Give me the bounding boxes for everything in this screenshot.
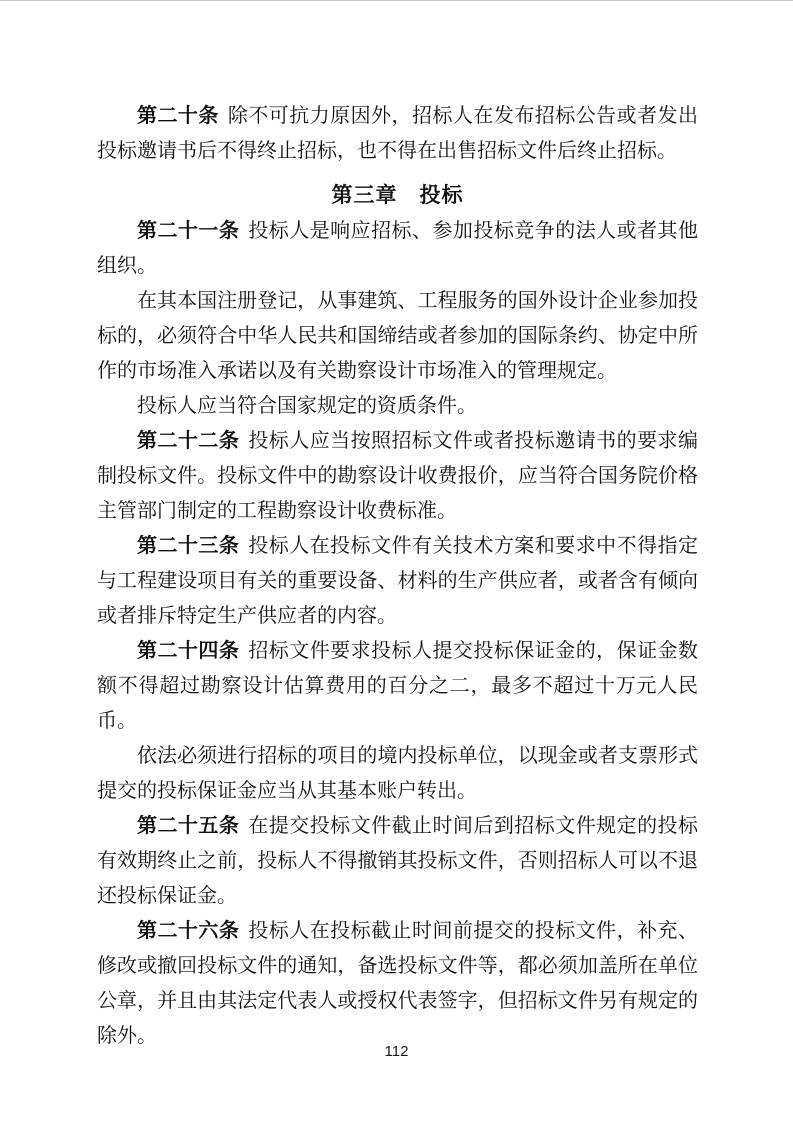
scan-edge-artifact [0, 0, 793, 1]
article-26-text: 投标人在投标截止时间前提交的投标文件，补充、修改或撤回投标文件的通知，备选投标文件等，都必须加盖所在单位公章，并且由其法定代表人或授权代表签字，但招标文件另有规定的除外。 [97, 920, 699, 1047]
article-21-paragraph-3-text: 投标人应当符合国家规定的资质条件。 [137, 395, 477, 417]
chapter-3-heading: 第三章 投标 [331, 184, 464, 207]
article-25-text: 在提交投标文件截止时间后到招标文件规定的投标有效期终止之前，投标人不得撤销其投标文件，否则招标人可以不退还投标保证金。 [97, 815, 699, 907]
article-26-paragraph [97, 914, 698, 1054]
article-22-paragraph [97, 424, 698, 529]
article-21-paragraph-2 [97, 284, 698, 389]
article-20-number: 第二十条 [137, 105, 219, 127]
page-number: 112 [384, 1043, 409, 1060]
article-24-paragraph-2 [97, 739, 698, 809]
article-21-text: 投标人是响应招标、参加投标竞争的法人或者其他组织。 [97, 220, 699, 277]
article-25-number: 第二十五条 [137, 815, 240, 837]
document-text-block [97, 99, 698, 1054]
article-22-number: 第二十二条 [137, 430, 240, 452]
article-24-paragraph [97, 634, 698, 739]
article-21-paragraph-2-text: 在其本国注册登记，从事建筑、工程服务的国外设计企业参加投标的，必须符合中华人民共和国缔结或者参加的国际条约、协定中所作的市场准入承诺以及有关勘察设计市场准入的管理规定。 [97, 290, 698, 382]
article-25-paragraph [97, 809, 698, 914]
article-22-text: 投标人应当按照招标文件或者投标邀请书的要求编制投标文件。投标文件中的勘察设计收费报价，应当符合国务院价格主管部门制定的工程勘察设计收费标准。 [97, 430, 699, 522]
article-20-text: 除不可抗力原因外，招标人在发布招标公告或者发出投标邀请书后不得终止招标，也不得在出售招标文件后终止招标。 [97, 105, 699, 162]
article-24-paragraph-2-text: 依法必须进行招标的项目的境内投标单位，以现金或者支票形式提交的投标保证金应当从其基本账户转出。 [97, 745, 698, 802]
article-23-number: 第二十三条 [137, 535, 240, 557]
article-21-paragraph-3 [97, 389, 698, 424]
article-21-paragraph [97, 214, 698, 284]
article-23-text: 投标人在投标文件有关技术方案和要求中不得指定与工程建设项目有关的重要设备、材料的生产供应者，或者含有倾向或者排斥特定生产供应者的内容。 [97, 535, 699, 627]
article-26-number: 第二十六条 [137, 920, 240, 942]
article-20-paragraph [97, 99, 698, 169]
article-23-paragraph [97, 529, 698, 634]
article-24-number: 第二十四条 [137, 640, 240, 662]
article-21-number: 第二十一条 [137, 220, 240, 242]
article-24-text: 招标文件要求投标人提交投标保证金的，保证金数额不得超过勘察设计估算费用的百分之二，最多不超过十万元人民币。 [97, 640, 699, 732]
